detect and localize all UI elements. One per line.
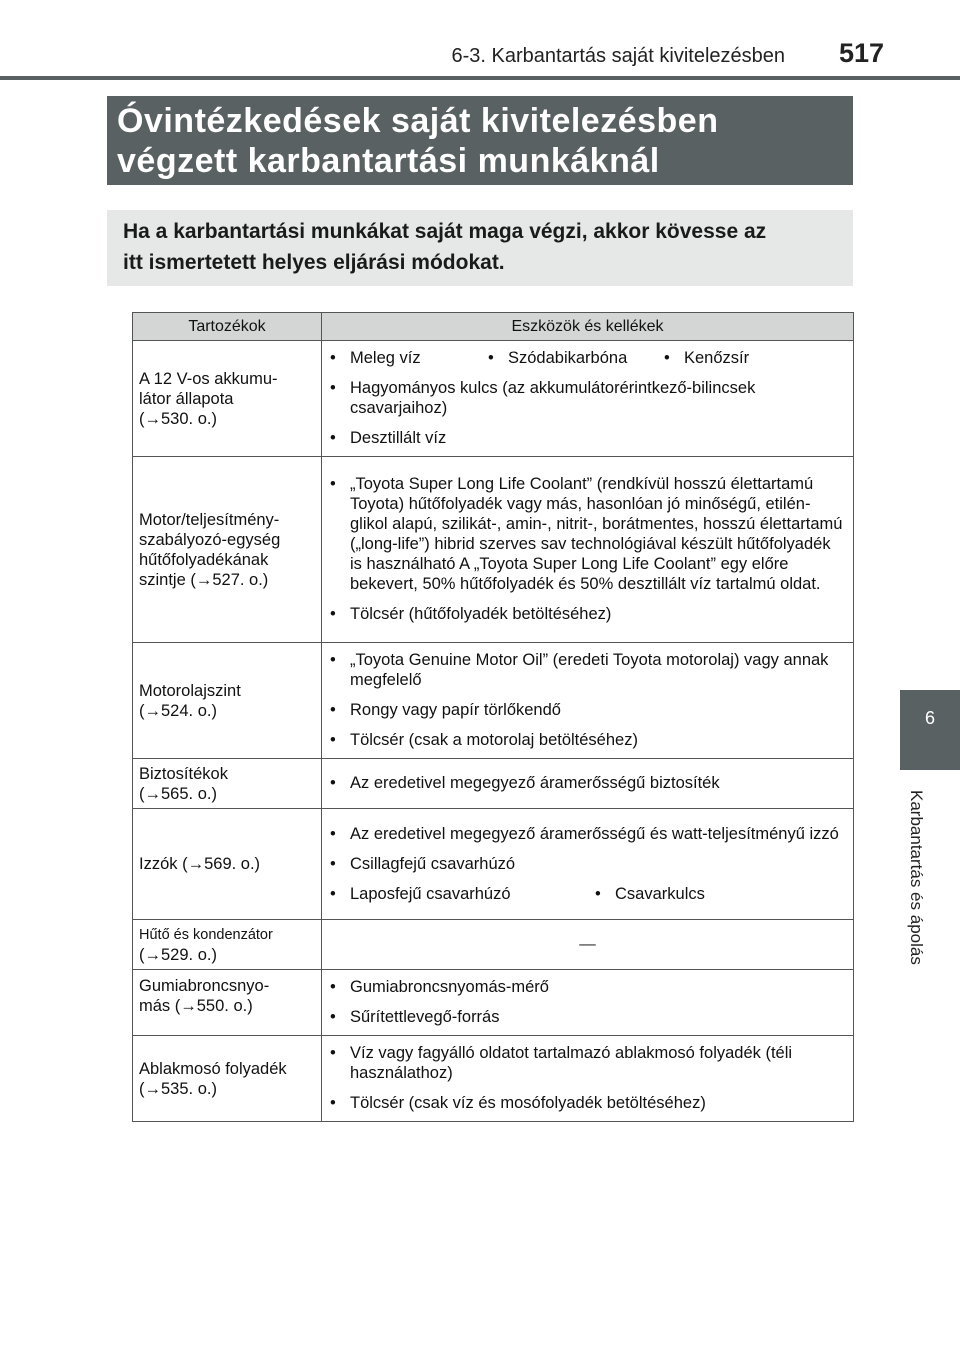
table-row (133, 643, 854, 759)
page-title-line-2: végzett karbantartási munkáknál (117, 142, 660, 180)
table-row (133, 920, 854, 970)
page-number: 517 (838, 38, 884, 68)
list-item: • Gumiabroncsnyomás-mérő (330, 978, 549, 996)
list-item: • Tölcsér (hűtőfolyadék betöltéséhez) (330, 605, 612, 623)
page-header (0, 0, 960, 80)
intro-box (107, 210, 853, 286)
intro-line-2: itt ismertetett helyes eljárási módokat. (123, 251, 505, 274)
list-item: • Az eredetivel megegyező áramerősségű biztosíték (330, 774, 720, 792)
chapter-tab[interactable] (900, 690, 960, 770)
tools-cell (322, 457, 854, 643)
tools-cell (322, 759, 854, 809)
list-item: • „Toyota Super Long Life Coolant” (rendkívül hosszú élettartamú Toyota) hűtőfolyadék vagy más, hasonlóan jó minőségű, etilén-glikol alapú, szilikát-, amin-, nitrit-, borátmentes, hosszú élettartamú („long-life”) hibrid szerves sav technológiával készült hűtőfolyadék is használható A „Toyota Super Long Life Coolant” egy előre bekevert, 50% hűtőfolyadék és 50% desztillált víz tartalmú oldat. (330, 475, 843, 593)
list-item: • Meleg víz • Szódabikarbóna • Kenőzsír (330, 349, 750, 367)
tools-cell-empty: — (322, 920, 854, 970)
list-item: • Tölcsér (csak a motorolaj betöltéséhez) (330, 731, 638, 749)
item-cell: Motor/teljesítmény- szabályozó-egység hűtőfolyadékának szintje (→527. o.) (133, 457, 322, 643)
list-item: • Sűrítettlevegő-forrás (330, 1008, 500, 1026)
header-tools: Eszközök és kellékek (322, 313, 854, 341)
list-item: • Rongy vagy papír törlőkendő (330, 701, 561, 719)
tools-cell (322, 809, 854, 920)
chapter-number: 6 (924, 708, 935, 728)
list-item: • Víz vagy fagyálló oldatot tartalmazó ablakmosó folyadék (téli használathoz) (330, 1044, 793, 1082)
table-row (133, 809, 854, 920)
item-cell: Ablakmosó folyadék (→535. o.) (133, 1036, 322, 1122)
page-title (107, 96, 853, 185)
page-title-line-1: Óvintézkedések saját kivitelezésben (117, 102, 719, 140)
item-cell: Motorolajszint (→524. o.) (133, 643, 322, 759)
tools-cell (322, 341, 854, 457)
list-item: • Tölcsér (csak víz és mosófolyadék betöltéséhez) (330, 1094, 706, 1112)
list-item: • Laposfejű csavarhúzó • Csavarkulcs (330, 884, 705, 903)
list-item: • Hagyományos kulcs (az akkumulátorérintkező-bilincsek csavarjaihoz) (330, 379, 756, 417)
section-title: 6-3. Karbantartás saját kivitelezésben (451, 45, 785, 67)
tools-cell (322, 643, 854, 759)
table-row (133, 1036, 854, 1122)
table-row (133, 970, 854, 1036)
list-item: • Csillagfejű csavarhúzó (330, 854, 516, 873)
list-item: • Desztillált víz (330, 429, 447, 447)
chapter-label (902, 790, 932, 990)
header-items: Tartozékok (133, 313, 322, 341)
item-cell: A 12 V-os akkumu- látor állapota (→530. o.) (133, 341, 322, 457)
item-cell: Biztosítékok (→565. o.) (133, 759, 322, 809)
table-row (133, 759, 854, 809)
tools-table (132, 312, 854, 1122)
intro-line-1: Ha a karbantartási munkákat saját maga végzi, akkor kövesse az (123, 220, 767, 243)
tools-cell (322, 970, 854, 1036)
item-cell: Izzók (→569. o.) (133, 809, 322, 920)
table-header-row (133, 313, 854, 341)
chapter-label-text: Karbantartás és ápolás (907, 790, 926, 965)
list-item: • „Toyota Genuine Motor Oil” (eredeti Toyota motorolaj) vagy annak megfelelő (330, 651, 829, 689)
item-cell: Hűtő és kondenzátor (→529. o.) (133, 920, 322, 970)
item-cell: Gumiabroncsnyo- más (→550. o.) (133, 970, 322, 1036)
table-row (133, 457, 854, 643)
header-divider (0, 76, 960, 80)
tools-cell (322, 1036, 854, 1122)
list-item: • Az eredetivel megegyező áramerősségű és watt-teljesítményű izzó (330, 824, 839, 843)
table-row (133, 341, 854, 457)
